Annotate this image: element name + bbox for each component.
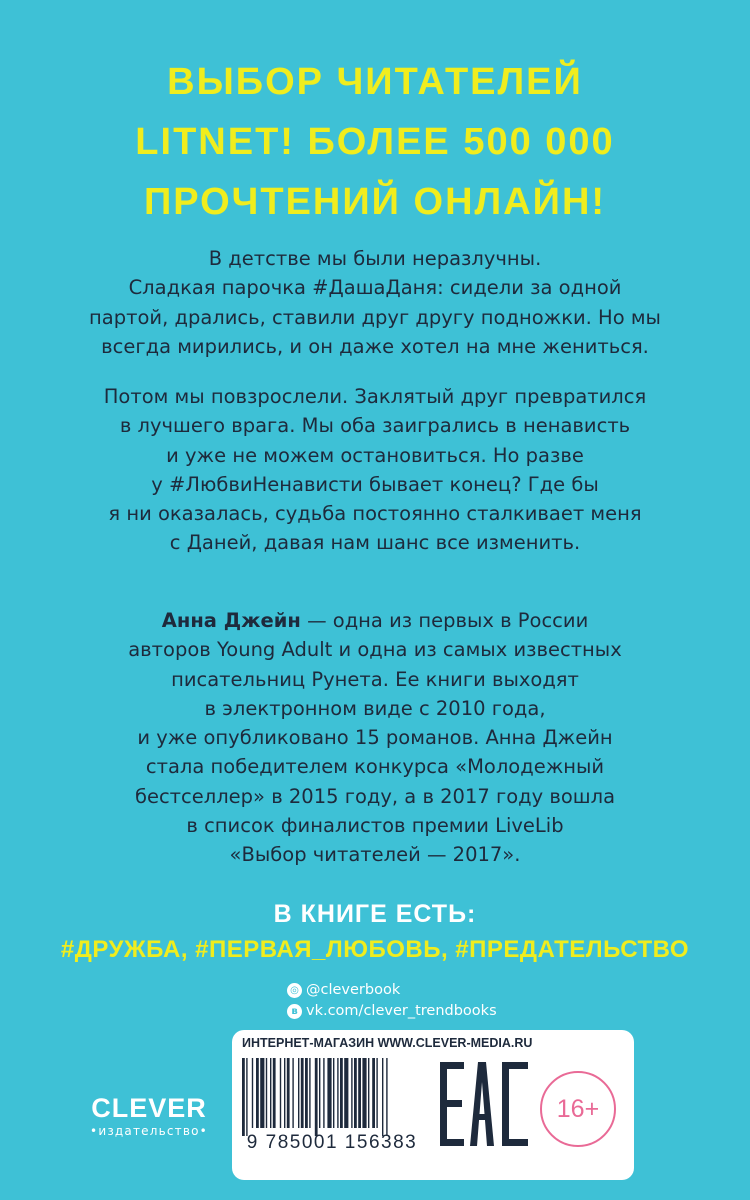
- blurb-paragraph-2: [0, 382, 750, 558]
- author-name: Анна Джейн: [161, 609, 301, 632]
- text-line: партой, дрались, ставили друг другу подножки. Но мы: [89, 305, 661, 329]
- text-line: писательниц Рунета. Ее книги выходят: [171, 667, 579, 691]
- tags-title: В КНИГЕ ЕСТЬ:: [273, 900, 477, 928]
- headline-line-3: ПРОЧТЕНИЙ ОНЛАЙН!: [143, 181, 607, 223]
- barcode-bar: [362, 1058, 366, 1128]
- text-line: в электронном виде с 2010 года,: [204, 696, 546, 720]
- barcode-bar: [305, 1058, 308, 1128]
- book-tags: [0, 896, 750, 968]
- instagram-handle: @cleverbook: [306, 982, 401, 998]
- vk-url: vk.com/clever_trendbooks: [306, 1003, 497, 1019]
- barcode-bar: [256, 1058, 259, 1128]
- headline-line-2: LITNET! БОЛЕЕ 500 000: [135, 121, 615, 163]
- text-line: и уже не можем остановиться. Но разве: [166, 443, 584, 467]
- barcode-bar: [270, 1058, 271, 1128]
- tags-list: #ДРУЖБА, #ПЕРВАЯ_ЛЮБОВЬ, #ПРЕДАТЕЛЬСТВО: [60, 936, 690, 963]
- barcode-bar: [292, 1058, 293, 1128]
- instagram-icon: ◎: [287, 983, 302, 998]
- barcode-bar: [323, 1058, 324, 1128]
- barcode-bar: [301, 1058, 304, 1128]
- text-line: Сладкая парочка #ДашаДаня: сидели за одной: [128, 276, 622, 300]
- headline-line-1: ВЫБОР ЧИТАТЕЛЕЙ: [167, 61, 583, 103]
- barcode-bar: [386, 1058, 387, 1136]
- text-line: «Выбор читателей — 2017».: [229, 843, 521, 867]
- barcode-bar: [287, 1058, 290, 1128]
- barcode-panel: [232, 1030, 634, 1180]
- barcode-bar: [337, 1058, 338, 1128]
- eac-mark: [440, 1062, 532, 1146]
- text-line: [0, 606, 750, 635]
- barcode-bar: [284, 1058, 285, 1128]
- barcode-bar: [280, 1058, 281, 1128]
- barcode-bar: [368, 1058, 369, 1128]
- author-bio: [0, 606, 750, 870]
- barcode-bar: [266, 1058, 267, 1128]
- instagram-link[interactable]: [287, 982, 400, 998]
- barcode-bar: [340, 1058, 343, 1128]
- blurb-paragraph-1: [0, 244, 750, 361]
- barcode-bar: [252, 1058, 253, 1128]
- vk-icon: в: [287, 1004, 302, 1019]
- text-line: с Даней, давая нам шанс все изменить.: [169, 531, 581, 555]
- barcode-bar: [315, 1058, 318, 1136]
- text-line: всегда мирились, и он даже хотел на мне жениться.: [101, 334, 649, 358]
- barcode-bar: [376, 1058, 377, 1128]
- publisher-name: CLEVER: [91, 1093, 207, 1123]
- publisher-logo: [78, 1093, 220, 1139]
- vk-link[interactable]: [287, 1003, 497, 1019]
- barcode-bar: [273, 1058, 276, 1128]
- text-line: в лучшего врага. Мы оба заигрались в ненависть: [119, 414, 631, 438]
- barcode-bar: [358, 1058, 361, 1128]
- isbn-digits: 9 785001 156383: [246, 1132, 418, 1153]
- text-line: у #ЛюбвиНенависти бывает конец? Где бы: [151, 472, 599, 496]
- barcode-bar: [344, 1058, 348, 1128]
- barcode-bar: [319, 1058, 320, 1128]
- barcode-bar: [382, 1058, 383, 1136]
- barcode-bar: [351, 1058, 352, 1128]
- barcode-image: [240, 1058, 435, 1136]
- headline: [0, 52, 750, 232]
- text-line: и уже опубликовано 15 романов. Анна Джейн: [137, 726, 613, 750]
- text-line: в список финалистов премии LiveLib: [186, 814, 564, 838]
- author-first-line: — одна из первых в России: [300, 609, 589, 632]
- barcode-bar: [246, 1058, 247, 1136]
- barcode-bar: [372, 1058, 375, 1128]
- shop-url: ИНТЕРНЕТ-МАГАЗИН WWW.CLEVER-MEDIA.RU: [242, 1036, 533, 1050]
- text-line: авторов Young Adult и одна из самых известных: [128, 638, 622, 662]
- barcode-bar: [260, 1058, 264, 1128]
- age-rating-badge: 16+: [540, 1071, 616, 1147]
- publisher-subtitle: •издательство•: [90, 1124, 208, 1138]
- barcode-bar: [298, 1058, 299, 1128]
- text-line: бестселлер» в 2015 году, а в 2017 году вошла: [134, 784, 616, 808]
- text-line: В детстве мы были неразлучны.: [208, 247, 542, 270]
- barcode-bar: [354, 1058, 357, 1128]
- barcode-bar: [327, 1058, 331, 1128]
- barcode-bar: [242, 1058, 245, 1136]
- text-line: Потом мы повзрослели. Заклятый друг превратился: [103, 385, 647, 408]
- text-line: стала победителем конкурса «Молодежный: [145, 755, 605, 779]
- barcode-bar: [333, 1058, 334, 1128]
- text-line: я ни оказалась, судьба постоянно сталкивает меня: [108, 502, 642, 526]
- barcode-bar: [309, 1058, 310, 1128]
